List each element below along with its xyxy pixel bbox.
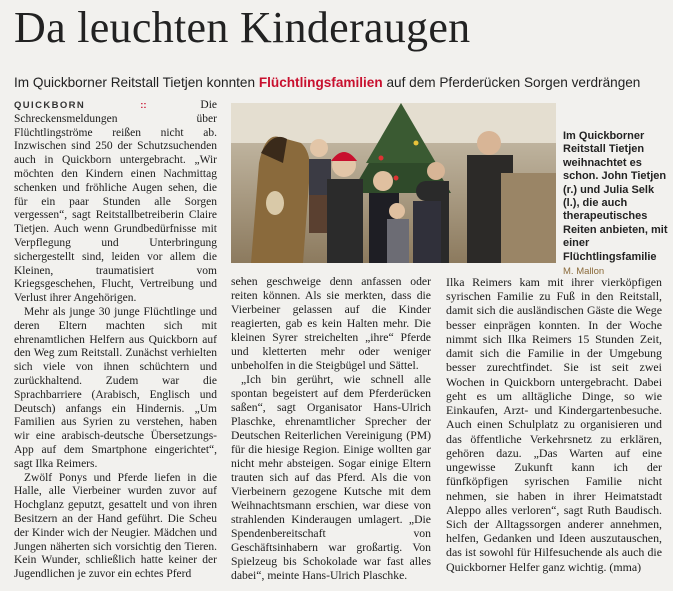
- subline-highlight: Flüchtlingsfamilien: [258, 75, 383, 90]
- paragraph: „Ich bin gerührt, wie schnell alle spontan begeistert auf dem Pferderücken saßen“, sagt Organisator Hans-Ulrich Plaschke, ehrenamtlicher Sprecher der Deutschen Reiterlichen Vereinigung (PM) für die hiesige Region. Einige wollten gar nicht mehr absteigen. Sogar einige Eltern trauten sich auf das Pferd. Als die von Vierbeinern gezogene Kutsche mit dem Weihnachtsmann erschien, war diese von strahlenden Kinderaugen umlagert. „Die Spendenbereitschaft von Geschäftsinhabern war großartig. Von Spielzeug bis Schokolade war fast alles dabei“, meinte Hans-Ulrich Plaschke.: [231, 373, 431, 583]
- paragraph: [14, 99, 217, 306]
- photo-caption: [563, 130, 669, 278]
- subline-text-before: Im Quickborner Reitstall Tietjen konnten: [14, 75, 259, 90]
- dateline-marker: ::: [140, 100, 147, 111]
- paragraph: sehen geschweige denn anfassen oder reiten können. Als sie merkten, dass die Vierbeiner gelassen auf die Kinder reagierten, gab es kein Halten mehr. Die kleinen Syrer streichelten „ihre“ Pferde und kletterten mehr oder weniger unbeholfen in die Steigbügel und Sättel.: [231, 275, 431, 373]
- paragraph: Ilka Reimers kam mit ihrer vierköpfigen syrischen Familie zu Fuß in den Reitstall, damit sich die ausländischen Gäste die Wege besser einprägen konnten. In der Woche nimmt sich Ilka Reimers 15 Stunden Zeit, damit sich die Familie in der Umgebung besser zurechtfindet. Sie ist seit zwei Wochen in Quickborn untergebracht. Dabei geht es um alltägliche Dinge, so wie Einkaufen, Arzt- und Kindergartenbesuche. Auch einen Schulplatz zu organisieren und das öffentliche Verkehrsnetz zu erklären, gehören dazu. „Das Warten auf eine ungewisse Zukunft kann ich der fünfköpfigen syrischen Familie nicht nehmen, sie haben in ihrer Heimatstadt Aleppo alles verloren“, sagt Ruth Baudisch. Sich der Alltagssorgen anderer annehmen, helfen, Gedanken und Ideen auszutauschen, das ist sowohl für Hilfesuchende als auch die Quickborner Helfer ganz wichtig. (mma): [446, 275, 662, 574]
- dateline: [14, 100, 147, 111]
- paragraph-text: Die Schreckensmeldungen über Flüchtlingströme reißen nicht ab. Inzwischen sind 250 der Schutzsuchenden auch in Quickborn untergebracht. „Wir möchten den Kindern einen Nachmittag schenken und fröhliche Augen sehen, die für ein paar Stunden alle Sorgen vergessen“, sagt Reitstallbetreiberin Claire Tietjen. Auch wenn Grundbedürfnisse mit Verpflegung und Unterbringung sichergestellt sind, leiden vor allem die Kleinen, traumatisiert vom Kriegsgeschehen, Flucht, Vertreibung und Verlust ihrer Angehörigen.: [14, 99, 218, 305]
- article-photo: [231, 103, 556, 263]
- paragraph: Zwölf Ponys und Pferde liefen in die Halle, alle Vierbeiner wurden zuvor auf Hochglanz geputzt, gesattelt und von ihren Besitzern an der Hand geführt. Die Scheu der Kinder wich der Neugier. Mädchen und Jungen näherten sich vorsichtig den Tieren. Kein Wunder, schließlich hatte keiner der Jugendlichen je zuvor ein echtes Pferd: [14, 471, 217, 581]
- article-column-3: [446, 275, 662, 585]
- subline-text-after: auf dem Pferderücken Sorgen verdrängen: [382, 75, 641, 90]
- article-column-2: [231, 275, 431, 585]
- caption-text: Im Quickborner Reitstall Tietjen weihnachtet es schon. John Tietjen (r.) und Julia Selk (l.), die auch therapeutisches Reiten anbieten, mit einer Flüchtlingsfamilie: [563, 130, 668, 263]
- article-column-1: [14, 99, 217, 584]
- dateline-place: QUICKBORN: [14, 100, 86, 111]
- paragraph: Mehr als junge 30 junge Flüchtlinge und deren Eltern machten sich mit ehrenamtlichen Helfern aus Quickborn auf den Weg zum Reitstall. Zunächst verhielten sich viele von ihnen schüchtern und zurückhaltend. Zudem war die Sprachbarriere (Arabisch, Englisch und Deutsch) anfangs ein Hindernis. „Um Familien aus Syrien zu verstehen, haben wir eine arabisch-deutsche Übersetzungs-App auf dem Smartphone eingerichtet“, sagt Ilka Reimers.: [14, 305, 217, 470]
- horse-and-families-photo: [231, 103, 556, 263]
- subheadline: [14, 74, 666, 92]
- headline: Da leuchten Kinderaugen: [14, 3, 471, 52]
- photo-credit: M. Mallon: [563, 266, 605, 278]
